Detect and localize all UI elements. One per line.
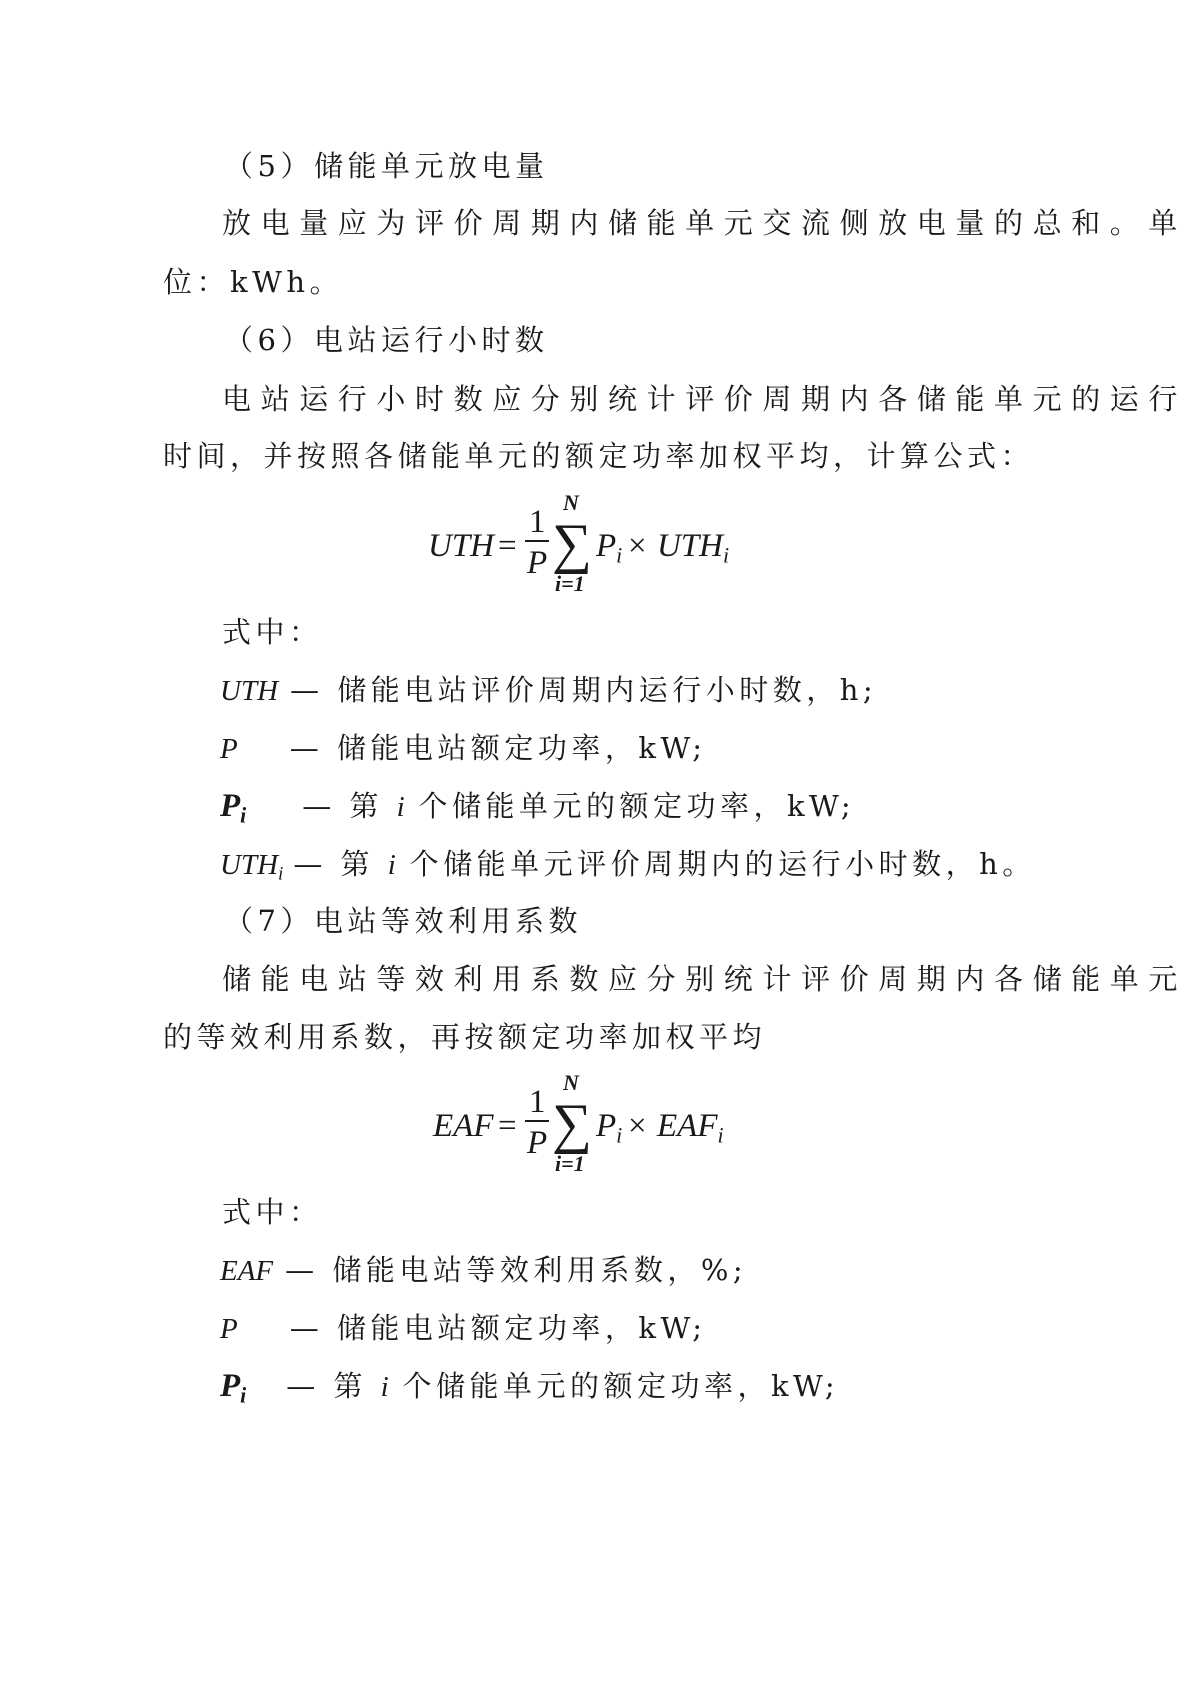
eq2-lower-limit: i=1 [555,1151,585,1176]
definition-pi-2: $P_i$ — 第 i 个储能单元的额定功率，kW; [220,1368,840,1408]
eq2-upper-limit: N [563,1070,579,1095]
eq2-denominator: P [527,1125,548,1161]
section-5-paragraph-line-1: 放电量应为评价周期内储能单元交流侧放电量的总和。单 [222,206,1188,240]
eq1-lhs: UTH [428,528,495,564]
eq1-times: × [628,528,647,564]
eq1-denominator: P [527,545,548,581]
section-7-heading: （7）电站等效利用系数 [224,904,582,938]
eq2-numerator: 1 [529,1084,546,1120]
eq2-term-p: $P_i$ [596,1108,623,1148]
section-6-paragraph-line-2: 时间，并按照各储能单元的额定功率加权平均，计算公式： [163,439,1035,473]
section-7-paragraph-line-2: 的等效利用系数，再按额定功率加权平均 [163,1020,767,1054]
eq2-equals: = [498,1108,517,1144]
eq2-sigma: ∑ [552,1093,592,1155]
eq1-term-p: $P_i$ [596,528,623,568]
where-label-1: 式中： [222,615,323,649]
section-5-paragraph-line-2: 位：kWh。 [163,265,344,299]
definition-uthi: $UTH_i$ — 第 i 个储能单元评价周期内的运行小时数，h。 [220,847,1036,885]
definition-uth: UTH — 储能电站评价周期内运行小时数，h; [220,673,878,707]
definition-p: P — 储能电站额定功率，kW; [220,731,707,765]
eq1-lower-limit: i=1 [555,571,585,596]
eq1-equals: = [498,528,517,564]
definition-p-2: P — 储能电站额定功率，kW; [220,1311,707,1345]
section-6-heading: （6）电站运行小时数 [224,323,549,357]
eq2-lhs: EAF [433,1108,494,1144]
where-label-2: 式中： [222,1195,323,1229]
eq1-sigma: ∑ [552,513,592,575]
section-7-paragraph-line-1: 储能电站等效利用系数应分别统计评价周期内各储能单元 [222,962,1188,996]
eq2-term-eaf: $EAF_i$ [657,1108,724,1148]
section-6-paragraph-line-1: 电站运行小时数应分别统计评价周期内各储能单元的运行 [222,382,1188,416]
eq2-fraction-bar [525,1120,549,1122]
definition-pi: $P_i$ — 第 i 个储能单元的额定功率，kW; [220,788,856,828]
eq1-term-uth: $UTH_i$ [657,528,730,568]
eq1-upper-limit: N [563,490,579,515]
eq1-numerator: 1 [529,504,546,540]
section-5-heading: （5）储能单元放电量 [224,149,549,183]
eq2-times: × [628,1108,647,1144]
definition-eaf: EAF — 储能电站等效利用系数，%; [220,1253,748,1287]
